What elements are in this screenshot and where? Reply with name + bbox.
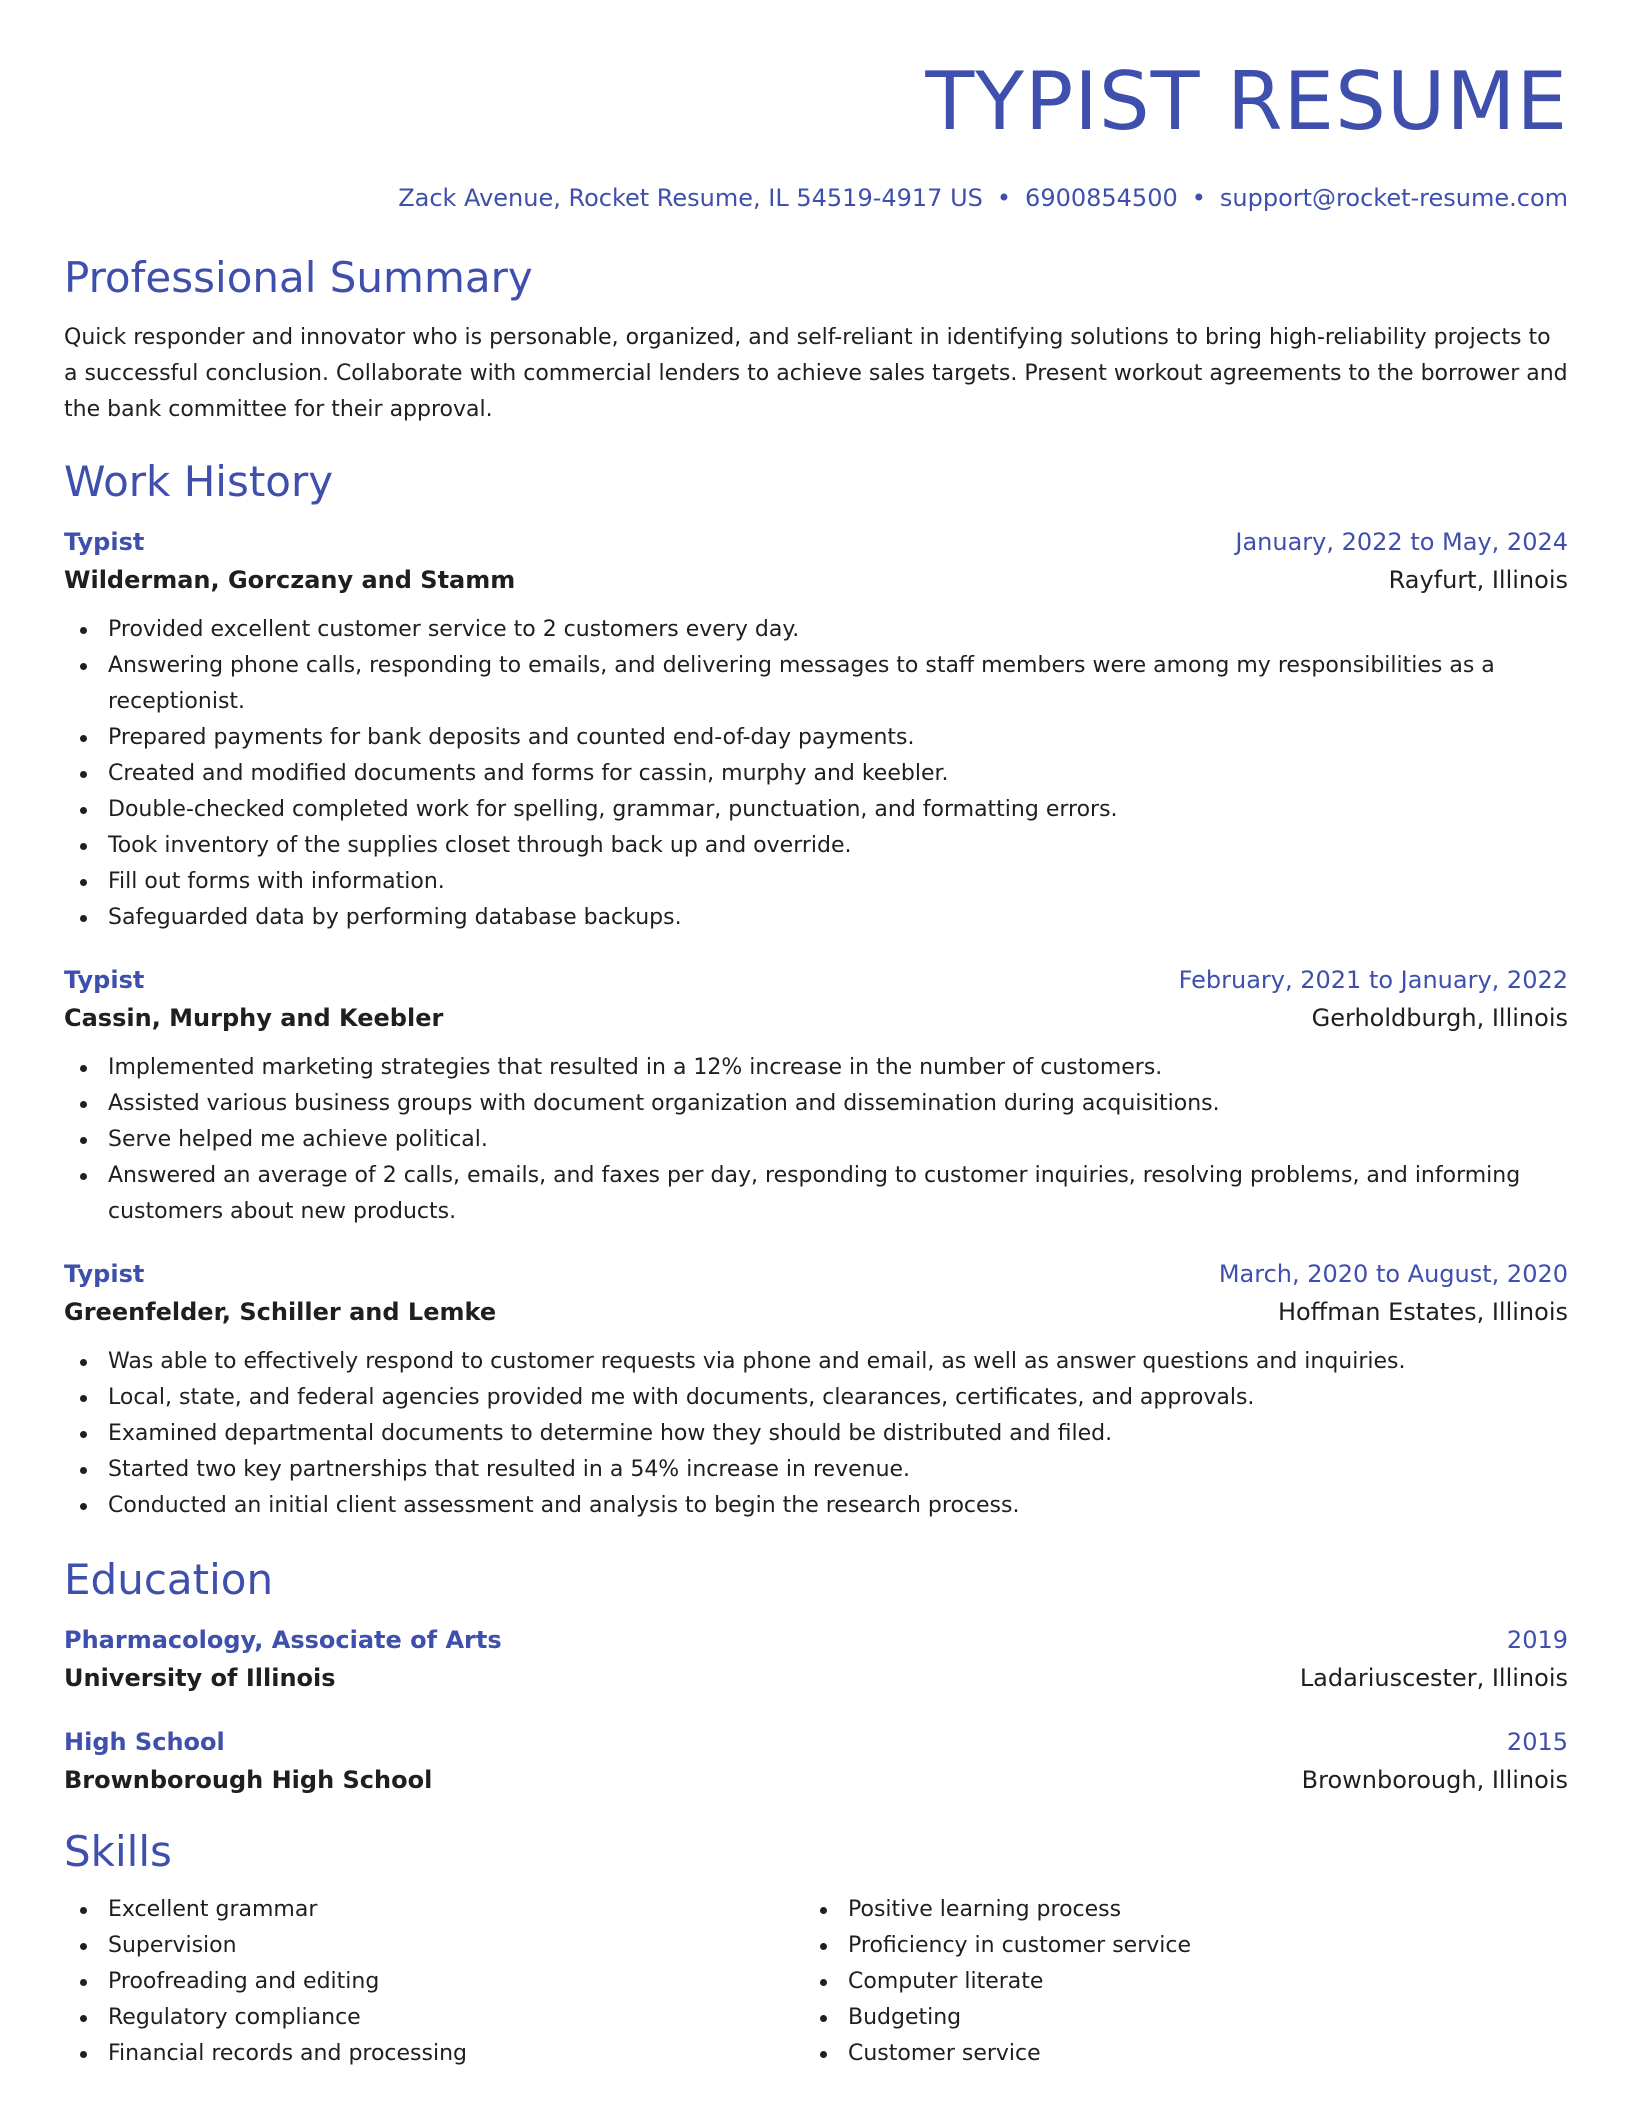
job-dates: February, 2021 to January, 2022 xyxy=(1178,966,1568,994)
skill-item: Budgeting xyxy=(804,2000,1544,2036)
education-degree: High School xyxy=(64,1728,225,1756)
education-entry xyxy=(64,1726,1568,1796)
list-item: Answering phone calls, responding to emails, and delivering messages to staff members were among my responsibilities as a receptionist. xyxy=(64,648,1568,720)
list-item: Started two key partnerships that resulted in a 54% increase in revenue. xyxy=(64,1452,1568,1488)
job-dates: January, 2022 to May, 2024 xyxy=(1235,528,1568,556)
skill-item: Regulatory compliance xyxy=(64,2000,804,2036)
skills-heading: Skills xyxy=(64,1827,172,1876)
skill-item: Proficiency in customer service xyxy=(804,1928,1544,1964)
skills-list xyxy=(804,1892,1544,2072)
job-company: Wilderman, Gorczany and Stamm xyxy=(64,566,516,594)
skill-item: Financial records and processing xyxy=(64,2036,804,2072)
list-item: Conducted an initial client assessment and analysis to begin the research process. xyxy=(64,1488,1568,1524)
list-item: Was able to effectively respond to customer requests via phone and email, as well as answer questions and inquiries. xyxy=(64,1344,1568,1380)
skill-item: Positive learning process xyxy=(804,1892,1544,1928)
job-entry xyxy=(64,964,1568,1230)
contact-address: Zack Avenue, Rocket Resume, IL 54519-4917 US xyxy=(398,184,983,212)
skill-item: Computer literate xyxy=(804,1964,1544,2000)
contact-phone: 6900854500 xyxy=(1025,184,1178,212)
education-year: 2019 xyxy=(1506,1626,1568,1654)
education-year: 2015 xyxy=(1506,1728,1568,1756)
education-school: Brownborough High School xyxy=(64,1766,433,1794)
job-bullets xyxy=(64,612,1568,936)
list-item: Local, state, and federal agencies provided me with documents, clearances, certificates, and approvals. xyxy=(64,1380,1568,1416)
education-location: Ladariuscester, Illinois xyxy=(1299,1664,1568,1692)
skill-item: Excellent grammar xyxy=(64,1892,804,1928)
list-item: Prepared payments for bank deposits and counted end-of-day payments. xyxy=(64,720,1568,756)
list-item: Implemented marketing strategies that resulted in a 12% increase in the number of customers. xyxy=(64,1050,1568,1086)
job-entry xyxy=(64,1258,1568,1524)
list-item: Examined departmental documents to determine how they should be distributed and filed. xyxy=(64,1416,1568,1452)
work-history-heading: Work History xyxy=(64,457,334,506)
resume-title: TYPIST RESUME xyxy=(925,55,1568,148)
job-company: Greenfelder, Schiller and Lemke xyxy=(64,1298,497,1326)
job-location: Hoffman Estates, Illinois xyxy=(1277,1298,1568,1326)
job-title: Typist xyxy=(64,528,145,556)
list-item: Serve helped me achieve political. xyxy=(64,1122,1568,1158)
education-degree: Pharmacology, Associate of Arts xyxy=(64,1626,502,1654)
list-item: Safeguarded data by performing database backups. xyxy=(64,900,1568,936)
job-entry xyxy=(64,526,1568,936)
contact-separator: • xyxy=(996,184,1012,212)
skill-item: Customer service xyxy=(804,2036,1544,2072)
job-bullets xyxy=(64,1344,1568,1524)
contact-line xyxy=(64,182,1568,214)
skill-item: Proofreading and editing xyxy=(64,1964,804,2000)
contact-separator: • xyxy=(1191,184,1206,212)
list-item: Took inventory of the supplies closet through back up and override. xyxy=(64,828,1568,864)
job-title: Typist xyxy=(64,966,145,994)
skills-list xyxy=(64,1892,804,2072)
education-heading: Education xyxy=(64,1555,274,1604)
job-dates: March, 2020 to August, 2020 xyxy=(1218,1260,1568,1288)
skills-column-left xyxy=(64,1892,804,2072)
skill-item: Supervision xyxy=(64,1928,804,1964)
list-item: Double-checked completed work for spelling, grammar, punctuation, and formatting errors. xyxy=(64,792,1568,828)
job-location: Gerholdburgh, Illinois xyxy=(1311,1004,1568,1032)
list-item: Assisted various business groups with document organization and dissemination during acquisitions. xyxy=(64,1086,1568,1122)
list-item: Created and modified documents and forms for cassin, murphy and keebler. xyxy=(64,756,1568,792)
contact-email[interactable]: support@rocket-resume.com xyxy=(1219,184,1568,212)
job-company: Cassin, Murphy and Keebler xyxy=(64,1004,444,1032)
education-location: Brownborough, Illinois xyxy=(1301,1766,1568,1794)
list-item: Fill out forms with information. xyxy=(64,864,1568,900)
job-title: Typist xyxy=(64,1260,145,1288)
skills-columns xyxy=(64,1892,1568,2072)
job-location: Rayfurt, Illinois xyxy=(1388,566,1568,594)
list-item: Provided excellent customer service to 2 customers every day. xyxy=(64,612,1568,648)
summary-heading: Professional Summary xyxy=(64,253,533,302)
education-school: University of Illinois xyxy=(64,1664,336,1692)
education-entry xyxy=(64,1624,1568,1694)
summary-text: Quick responder and innovator who is personable, organized, and self-reliant in identifying solutions to bring high-reliability projects to a successful conclusion. Collaborate with commercial lenders to achieve sales targets. Present workout agreements to the borrower and the bank committee for their approval. xyxy=(64,325,1568,422)
list-item: Answered an average of 2 calls, emails, and faxes per day, responding to customer inquiries, resolving problems, and informing customers about new products. xyxy=(64,1158,1568,1230)
skills-column-right xyxy=(804,1892,1544,2072)
job-bullets xyxy=(64,1050,1568,1230)
